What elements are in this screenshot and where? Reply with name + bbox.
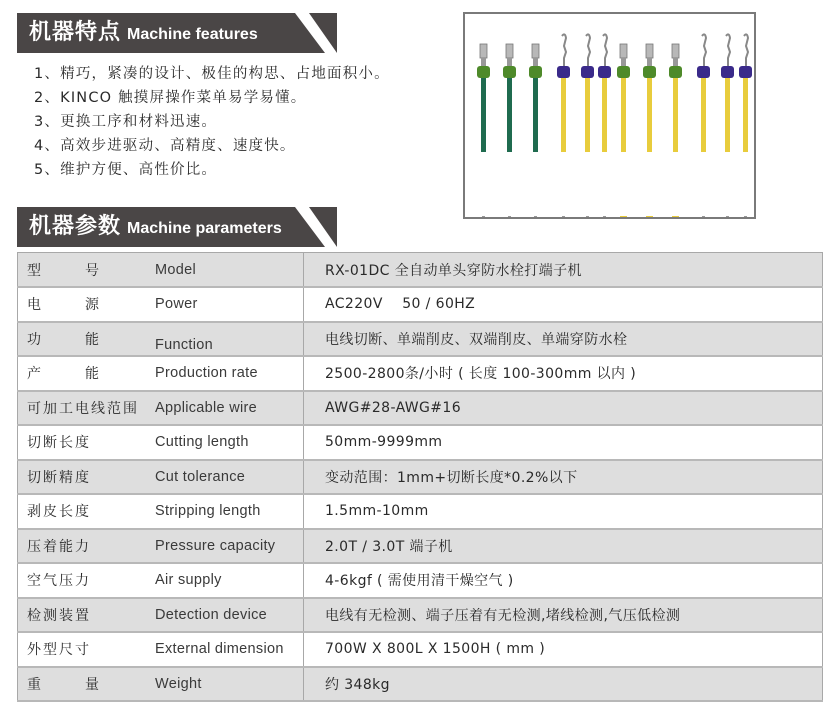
product-photo bbox=[463, 12, 756, 219]
table-row-cut-tolerance bbox=[18, 460, 823, 495]
wire-conductor bbox=[586, 216, 589, 217]
param-label-en: Cut tolerance bbox=[155, 460, 304, 495]
table-row-pressure-capacity bbox=[18, 529, 823, 564]
terminal-blade bbox=[506, 44, 513, 58]
param-label-zh-char: 产 bbox=[27, 366, 43, 383]
param-value: RX-01DC 全自动单头穿防水栓打端子机 bbox=[304, 253, 823, 288]
table-row-external-dimension bbox=[18, 632, 823, 667]
table-row-air-supply bbox=[18, 563, 823, 598]
table-row-detection-device bbox=[18, 598, 823, 633]
param-label-zh bbox=[18, 667, 156, 702]
parameters-heading-zh: 机器参数 bbox=[29, 214, 122, 239]
param-label-zh: 压着能力 bbox=[18, 529, 156, 564]
table-row-stripping-length bbox=[18, 494, 823, 529]
terminal-blade bbox=[646, 44, 653, 58]
waterproof-seal bbox=[697, 66, 710, 78]
param-value: 2.0T / 3.0T 端子机 bbox=[304, 529, 823, 564]
wire-conductor bbox=[562, 216, 565, 217]
param-label-en: Function bbox=[155, 322, 304, 357]
param-label-zh-char: 源 bbox=[85, 297, 101, 314]
waterproof-seal bbox=[581, 66, 594, 78]
wire-conductor bbox=[534, 216, 537, 217]
param-label-zh-char: 量 bbox=[85, 676, 101, 693]
param-label-en: Detection device bbox=[155, 598, 304, 633]
param-value: 700W X 800L X 1500H ( mm ) bbox=[304, 632, 823, 667]
wire-samples-illustration bbox=[465, 14, 754, 217]
param-label-zh: 可加工电线范围 bbox=[18, 391, 156, 426]
param-label-zh: 空气压力 bbox=[18, 563, 156, 598]
terminal-crimp bbox=[481, 58, 486, 66]
param-label-en: Pressure capacity bbox=[155, 529, 304, 564]
wire-body bbox=[701, 78, 706, 152]
param-label-zh bbox=[18, 287, 156, 322]
features-heading-zh: 机器特点 bbox=[29, 20, 122, 45]
wire-body bbox=[533, 78, 538, 152]
table-row-applicable-wire bbox=[18, 391, 823, 426]
param-label-zh: 外型尺寸 bbox=[18, 632, 156, 667]
param-label-zh: 检测装置 bbox=[18, 598, 156, 633]
param-label-zh: 剥皮长度 bbox=[18, 494, 156, 529]
wire-end bbox=[620, 216, 627, 217]
wire-body bbox=[481, 78, 486, 152]
param-label-en: Air supply bbox=[155, 563, 304, 598]
parameters-table bbox=[17, 252, 823, 702]
waterproof-seal bbox=[617, 66, 630, 78]
param-value: AWG#28-AWG#16 bbox=[304, 391, 823, 426]
waterproof-seal bbox=[669, 66, 682, 78]
terminal-blade bbox=[672, 44, 679, 58]
features-list bbox=[34, 62, 390, 182]
waterproof-seal bbox=[557, 66, 570, 78]
waterproof-seal bbox=[721, 66, 734, 78]
terminal-crimp bbox=[647, 58, 652, 66]
waterproof-seal bbox=[739, 66, 752, 78]
param-value: 2500-2800条/小时 ( 长度 100-300mm 以内 ) bbox=[304, 356, 823, 391]
param-label-en: External dimension bbox=[155, 632, 304, 667]
wire-body bbox=[673, 78, 678, 152]
wire-conductor bbox=[702, 216, 705, 217]
param-value: 4-6kgf ( 需使用清干燥空气 ) bbox=[304, 563, 823, 598]
param-value: 50mm-9999mm bbox=[304, 425, 823, 460]
features-heading bbox=[17, 13, 337, 53]
feature-item: 1、精巧，紧凑的设计、极佳的构思、占地面积小。 bbox=[34, 66, 390, 82]
table-row-production-rate bbox=[18, 356, 823, 391]
wire-end bbox=[646, 216, 653, 217]
terminal-blade bbox=[532, 44, 539, 58]
waterproof-seal bbox=[529, 66, 542, 78]
param-label-en: Stripping length bbox=[155, 494, 304, 529]
wire-conductor bbox=[508, 216, 511, 217]
waterproof-seal bbox=[503, 66, 516, 78]
terminal-blade bbox=[620, 44, 627, 58]
param-label-zh-char: 型 bbox=[27, 262, 43, 279]
terminal-blade bbox=[480, 44, 487, 58]
parameters-heading-en: Machine parameters bbox=[127, 220, 282, 237]
table-row-weight bbox=[18, 667, 823, 702]
param-value: 电线切断、单端削皮、双端削皮、单端穿防水栓 bbox=[304, 322, 823, 357]
wire-body bbox=[585, 78, 590, 152]
wire-body bbox=[621, 78, 626, 152]
feature-item: 3、更换工序和材料迅速。 bbox=[34, 114, 218, 130]
wire-end bbox=[672, 216, 679, 217]
feature-item: 2、KINCO 触摸屏操作菜单易学易懂。 bbox=[34, 90, 307, 106]
param-label-zh-char: 能 bbox=[85, 366, 101, 383]
param-label-en: Production rate bbox=[155, 356, 304, 391]
param-value: 约 348kg bbox=[304, 667, 823, 702]
param-label-zh bbox=[18, 253, 156, 288]
wire-conductor bbox=[726, 216, 729, 217]
param-label-zh-char: 电 bbox=[27, 297, 43, 314]
waterproof-seal bbox=[643, 66, 656, 78]
wire-body bbox=[507, 78, 512, 152]
waterproof-seal bbox=[598, 66, 611, 78]
param-label-en: Power bbox=[155, 287, 304, 322]
param-label-en: Applicable wire bbox=[155, 391, 304, 426]
terminal-crimp bbox=[673, 58, 678, 66]
table-row-function bbox=[18, 322, 823, 357]
table-row-power bbox=[18, 287, 823, 322]
terminal-crimp bbox=[507, 58, 512, 66]
parameters-heading bbox=[17, 207, 337, 247]
param-label-zh bbox=[18, 322, 156, 357]
param-label-zh-char: 重 bbox=[27, 676, 43, 693]
wire-body bbox=[725, 78, 730, 152]
param-label-zh-char: 能 bbox=[85, 331, 101, 348]
terminal-crimp bbox=[533, 58, 538, 66]
param-label-en: Cutting length bbox=[155, 425, 304, 460]
feature-item: 4、高效步进驱动、高精度、速度快。 bbox=[34, 138, 296, 154]
wire-body bbox=[561, 78, 566, 152]
param-label-zh-char: 功 bbox=[27, 331, 43, 348]
param-label-en: Weight bbox=[155, 667, 304, 702]
waterproof-seal bbox=[477, 66, 490, 78]
param-value: 变动范围：1mm+切断长度*0.2%以下 bbox=[304, 460, 823, 495]
param-label-zh bbox=[18, 356, 156, 391]
param-value: AC220V 50 / 60HZ bbox=[304, 287, 823, 322]
param-label-zh: 切断长度 bbox=[18, 425, 156, 460]
table-row-cutting-length bbox=[18, 425, 823, 460]
wire-body bbox=[743, 78, 748, 152]
wire-conductor bbox=[744, 216, 747, 217]
terminal-crimp bbox=[621, 58, 626, 66]
param-label-zh-char: 号 bbox=[85, 262, 101, 279]
param-value: 电线有无检测、端子压着有无检测,堵线检测,气压低检测 bbox=[304, 598, 823, 633]
features-heading-en: Machine features bbox=[127, 26, 258, 43]
param-label-zh: 切断精度 bbox=[18, 460, 156, 495]
wire-body bbox=[647, 78, 652, 152]
wire-body bbox=[602, 78, 607, 152]
wire-conductor bbox=[603, 216, 606, 217]
table-row-model bbox=[18, 253, 823, 288]
feature-item: 5、维护方便、高性价比。 bbox=[34, 162, 218, 178]
param-value: 1.5mm-10mm bbox=[304, 494, 823, 529]
wire-conductor bbox=[482, 216, 485, 217]
param-label-en: Model bbox=[155, 253, 304, 288]
